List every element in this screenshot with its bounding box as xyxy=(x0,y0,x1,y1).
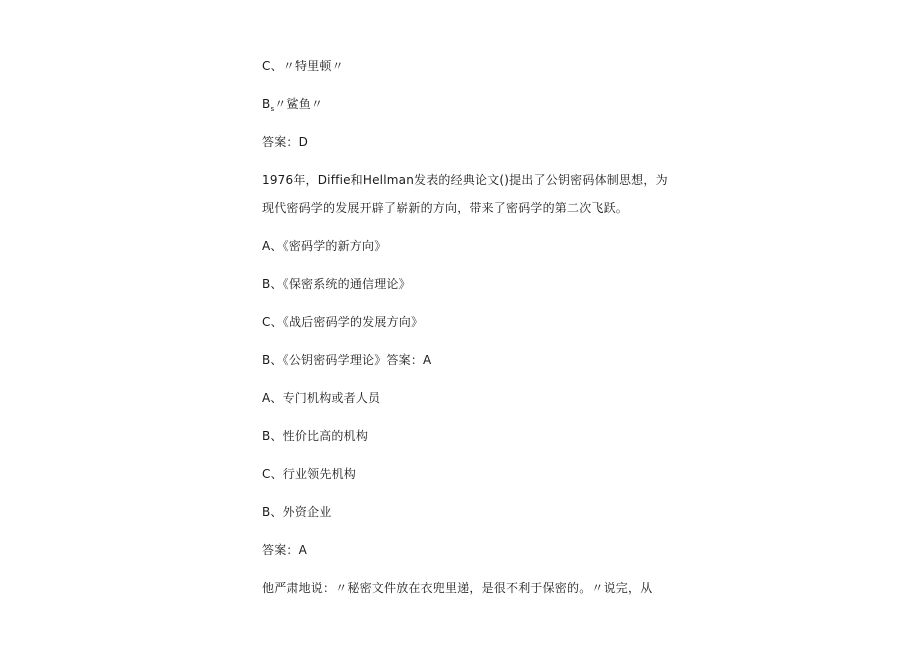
answer-d: 答案：D xyxy=(262,135,309,149)
question-line-1: 1976年，Diffie和Hellman发表的经典论文()提出了公钥密码体制思想，为 xyxy=(262,173,668,187)
question-line-2: 现代密码学的发展开辟了崭新的方向，带来了密码学的第二次飞跃。 xyxy=(262,201,629,215)
option-a-dedicated-agency: A、专门机构或者人员 xyxy=(262,391,381,405)
option-b-communication-theory: B、《保密系统的通信理论》 xyxy=(262,277,411,291)
option-b-shark xyxy=(262,96,323,117)
option-b-subscript: s xyxy=(270,105,275,113)
option-a-new-directions: A、《密码学的新方向》 xyxy=(262,239,387,253)
narrative-paragraph: 他严肃地说：〃秘密文件放在衣兜里递，是很不利于保密的。〃说完，从 xyxy=(262,581,653,595)
option-b-public-key-theory-answer: B、《公钥密码学理论》答案：A xyxy=(262,353,432,367)
option-c-industry-leader: C、行业领先机构 xyxy=(262,467,356,481)
option-b-cost-effective: B、性价比高的机构 xyxy=(262,429,369,443)
option-b-letter: B xyxy=(262,97,271,111)
option-c-triton: C、〃特里顿〃 xyxy=(262,59,344,73)
answer-a: 答案：A xyxy=(262,543,308,557)
option-c-postwar-directions: C、《战后密码学的发展方向》 xyxy=(262,315,424,329)
option-b-foreign-enterprise: B、外资企业 xyxy=(262,505,332,519)
option-b-text: 〃鲨鱼〃 xyxy=(274,97,324,111)
